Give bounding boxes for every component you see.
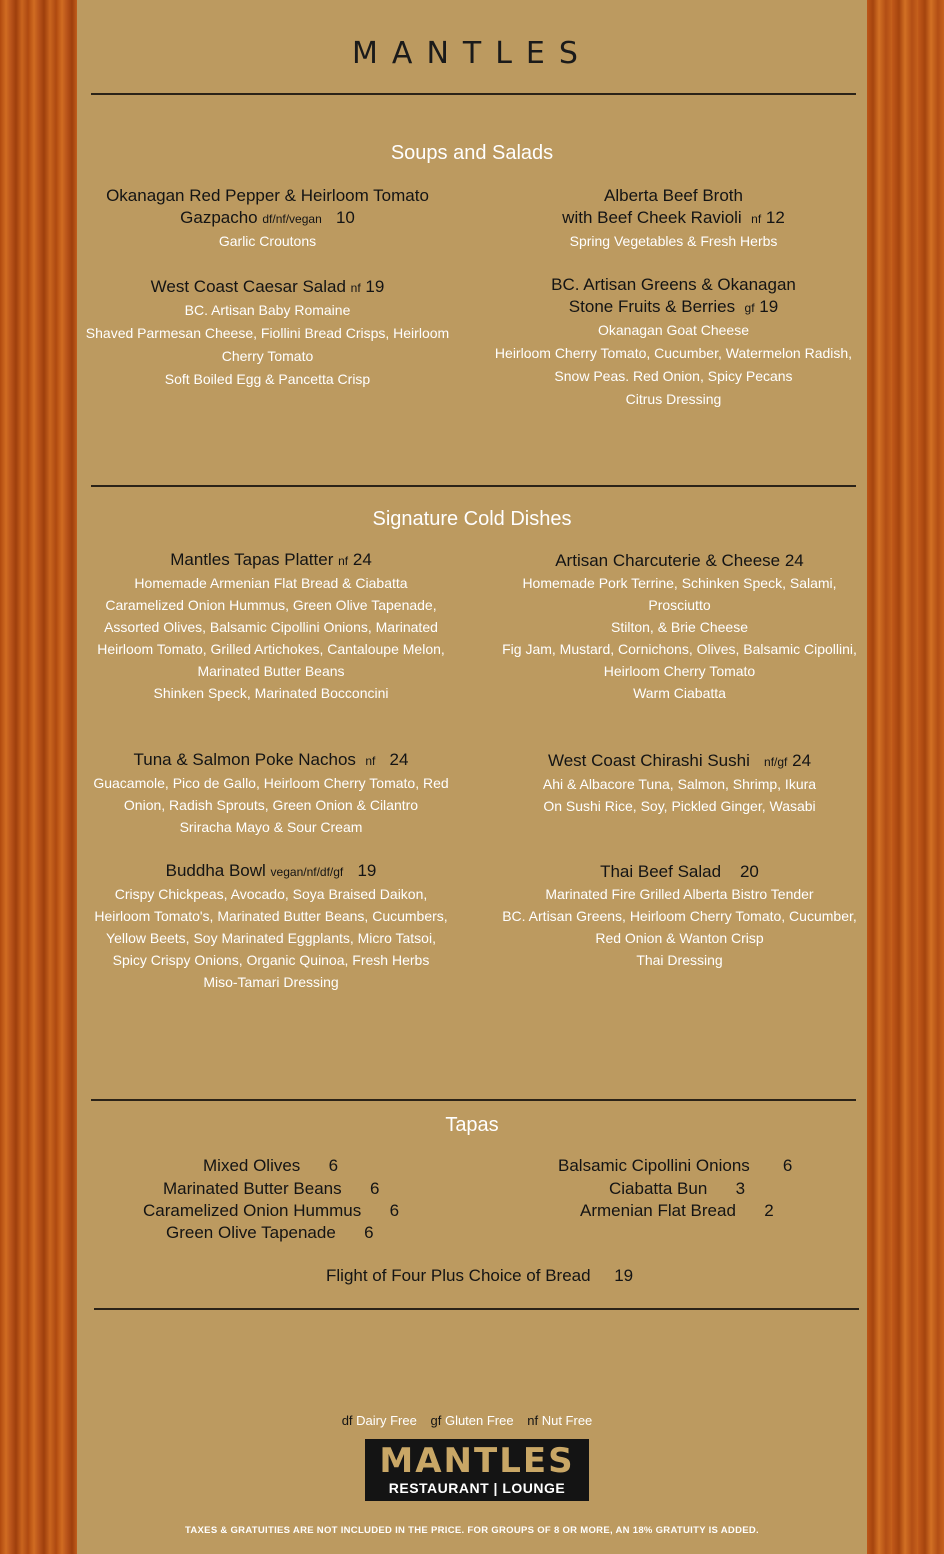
section-title-tapas: Tapas [445, 1114, 499, 1136]
menu-item: Okanagan Red Pepper & Heirloom Tomato Gazpacho df/nf/vegan 10 Garlic Croutons [106, 186, 429, 249]
divider [91, 485, 856, 487]
tapas-item: Armenian Flat Bread 2 [580, 1201, 774, 1220]
page-title: MANTLES [352, 36, 592, 71]
divider [91, 93, 856, 95]
tapas-item: Green Olive Tapenade 6 [166, 1223, 374, 1242]
menu-item: West Coast Chirashi Sushi nf/gf 24 Ahi & Albacore Tuna, Salmon, Shrimp, Ikura On Sushi Rice, Soy, Pickled Ginger, Wasabi [542, 751, 817, 814]
menu-panel [77, 0, 867, 1554]
menu-item: BC. Artisan Greens & Okanagan Stone Fruits & Berries gf 19 Okanagan Goat Cheese Heirloom Cherry Tomato, Cucumber, Watermelon Radish, Snow Peas. Red Onion, Spicy Pecans Citrus Dressing [494, 275, 853, 407]
restaurant-logo: MANTLES RESTAURANT | LOUNGE [365, 1439, 589, 1501]
menu-item: Tuna & Salmon Poke Nachos nf 24 Guacamole, Pico de Gallo, Heirloom Cherry Tomato, Red Onion, Radish Sprouts, Green Onion & Cilantro Sriracha Mayo & Sour Cream [93, 750, 449, 835]
tax-gratuity-note: TAXES & GRATUITIES ARE NOT INCLUDED IN THE PRICE. FOR GROUPS OF 8 OR MORE, AN 18% GRATUITY IS ADDED. [184, 1525, 759, 1536]
menu-item: West Coast Caesar Salad nf 19 BC. Artisan Baby Romaine Shaved Parmesan Cheese, Fiollini Bread Crisps, Heirloom Cherry Tomato Soft Boiled Egg & Pancetta Crisp [85, 277, 450, 387]
menu-item: Buddha Bowl vegan/nf/df/gf 19 Crispy Chickpeas, Avocado, Soya Braised Daikon, Heirloom Tomato's, Marinated Butter Beans, Cucumbers, Yellow Beets, Soy Marinated Eggplants, Micro Tatsoi, Spicy Crispy Onions, Organic Quinoa, Fresh Herbs Miso-Tamari Dressing [94, 861, 448, 990]
wood-border-right [866, 0, 944, 1554]
divider [94, 1308, 859, 1310]
divider [91, 1099, 856, 1101]
tapas-item: Balsamic Cipollini Onions 6 [558, 1156, 793, 1175]
section-title-soups: Soups and Salads [390, 142, 554, 164]
tapas-item: Mixed Olives 6 [203, 1156, 339, 1175]
menu-item: Mantles Tapas Platter nf 24 Homemade Armenian Flat Bread & Ciabatta Caramelized Onion Hummus, Green Olive Tapenade, Assorted Olives, Balsamic Cipollini Onions, Marinated Heirloom Tomato, Grilled Artichokes, Cantaloupe Melon, Marinated Butter Beans Shinken Speck, Marinated Bocconcini [97, 550, 445, 701]
tapas-item: Marinated Butter Beans 6 [163, 1179, 380, 1198]
tapas-item: Caramelized Onion Hummus 6 [143, 1201, 400, 1220]
section-title-cold: Signature Cold Dishes [372, 508, 572, 530]
tapas-flight: Flight of Four Plus Choice of Bread 19 [326, 1266, 634, 1285]
tapas-item: Ciabatta Bun 3 [609, 1179, 746, 1198]
menu-item: Alberta Beef Broth with Beef Cheek Ravioli nf 12 Spring Vegetables & Fresh Herbs [562, 186, 785, 249]
wood-border-left [0, 0, 77, 1554]
menu-item: Artisan Charcuterie & Cheese 24 Homemade Pork Terrine, Schinken Speck, Salami, Prosciutto Stilton, & Brie Cheese Fig Jam, Mustard, Cornichons, Olives, Balsamic Cipollini, Heirloom Cherry Tomato Warm Ciabatta [502, 551, 857, 701]
menu-item: Thai Beef Salad 20 Marinated Fire Grilled Alberta Bistro Tender BC. Artisan Greens, Heirloom Cherry Tomato, Cucumber, Red Onion & Wanton Crisp Thai Dressing [502, 862, 857, 968]
dietary-legend: df Dairy Free gf Gluten Free nf Nut Free [341, 1413, 593, 1428]
